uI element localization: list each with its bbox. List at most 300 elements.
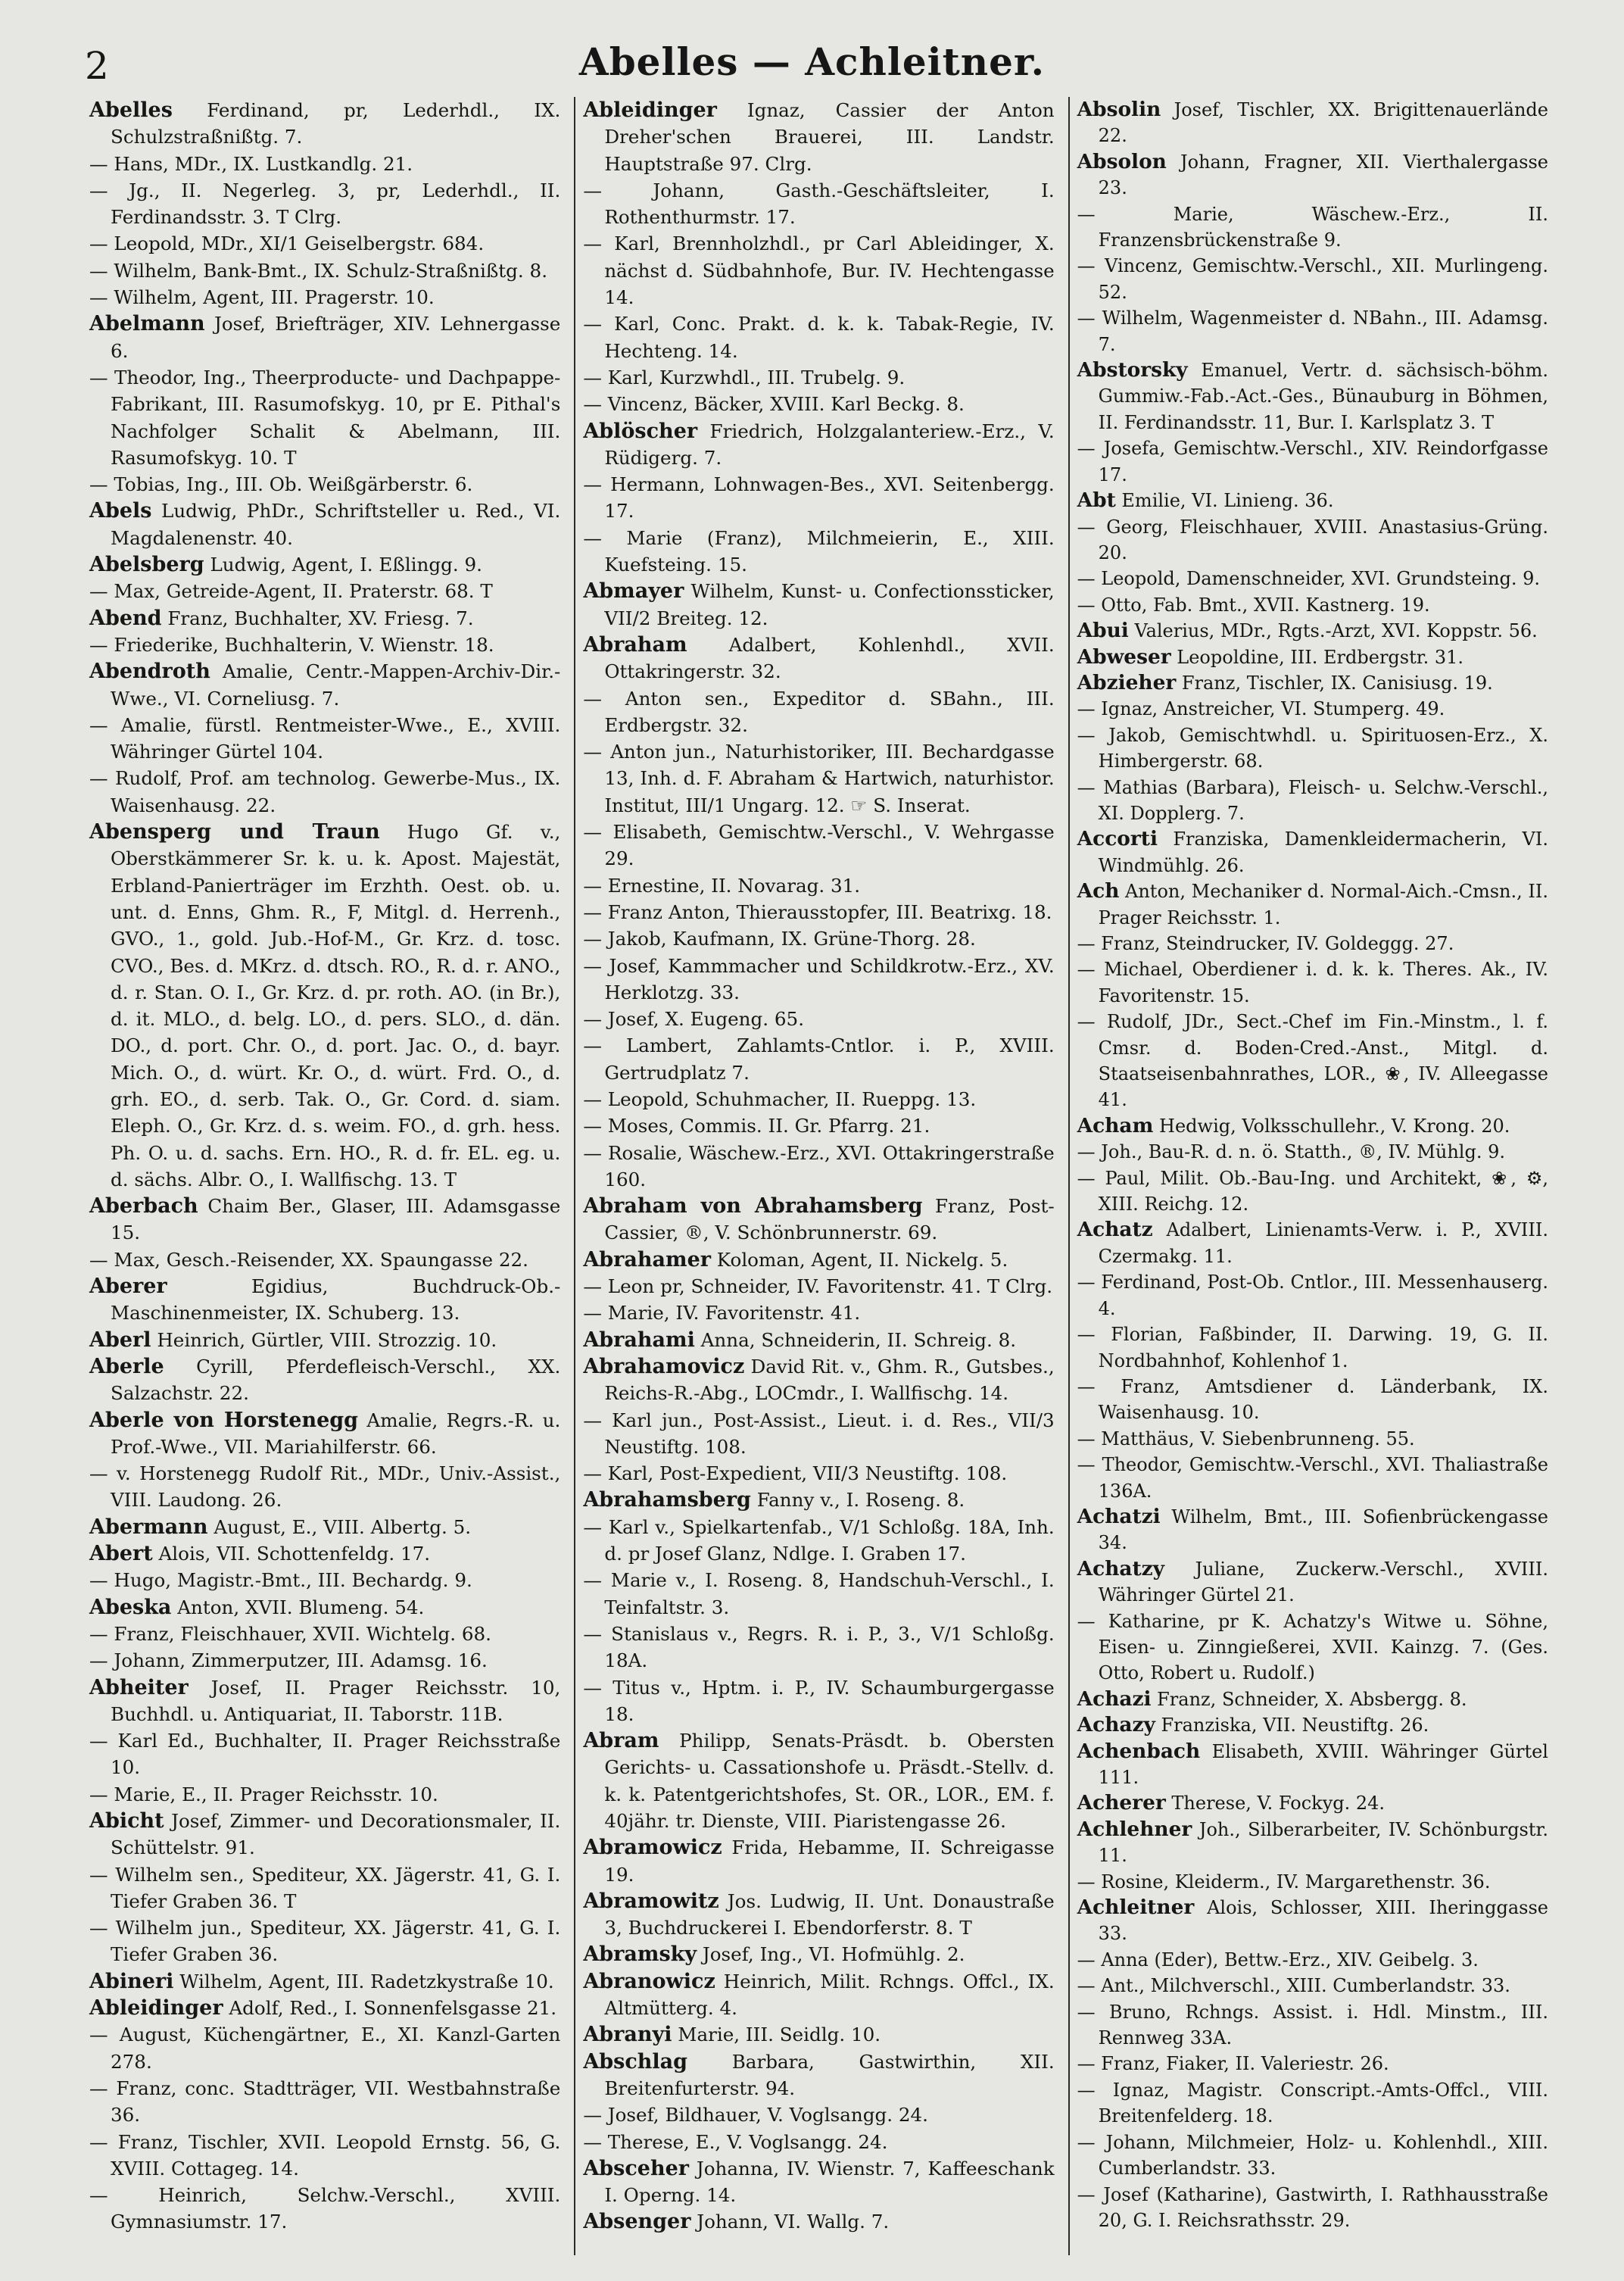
entry-details: — Josef (Katharine), Gastwirth, I. Rathhausstraße 20, G. I. Reichsrathsstr. 29. (1077, 2183, 1548, 2231)
directory-entry (583, 1727, 1054, 1834)
directory-entry (583, 1327, 1054, 1353)
directory-entry (89, 551, 560, 578)
directory-entry (1077, 1426, 1548, 1452)
directory-entry (89, 1781, 560, 1808)
directory-entry (1077, 488, 1548, 513)
entry-details: Hugo Gf. v., Oberstkämmerer Sr. k. u. k. Apost. Majestät, Erbland-Panierträger im Erzhth. Oest. ob. u. unt. d. Enns, Ghm. R., F, Mitgl. d. Herrenh., GVO., 1., gold. Jub.-Hof-M., Gr. Krz. d. tosc. CVO., Bes. d. MKrz. d. dtsch. RO., R. d. r. ANO., d. r. Stan. O. I., Gr. Krz. d. pr. roth. AO. (in Br.), d. it. MLO., d. belg. LO., d. pers. SLO., d. dän. DO., d. port. Chr. O., d. port. Jac. O., d. bayr. Mich. O., d. würt. Kr. O., d. würt. Frd. O., d. grh. EO., d. serb. Tak. O., Gr. Cord. d. siam. Eleph. O., Gr. Krz. d. s. weim. FO., d. grh. hess. Ph. O. u. d. sachs. Ern. HO., R. d. fr. EL. eg. u. d. sächs. Albr. O., I. Wallfischg. 13. T (111, 821, 561, 1190)
entry-details: Heinrich, Gürtler, VIII. Strozzig. 10. (151, 1328, 497, 1351)
directory-entry (1077, 1217, 1548, 1269)
entry-surname: Abram (583, 1729, 659, 1753)
column (575, 97, 1069, 2255)
entry-surname: Achazi (1077, 1687, 1152, 1711)
directory-entry (583, 525, 1054, 579)
entry-details: Barbara, Gastwirthin, XII. Breitenfurterstr. 94. (604, 2050, 1055, 2099)
entry-details: — Max, Getreide-Agent, II. Praterstr. 68. T (89, 580, 493, 603)
entry-details: Adalbert, Linienamts-Verw. i. P., XVIII. Czermakg. 11. (1098, 1219, 1548, 1267)
directory-entry (583, 1487, 1054, 1513)
directory-entry (1077, 1895, 1548, 1947)
directory-entry (583, 1300, 1054, 1326)
directory-entry (89, 230, 560, 257)
entry-details: — Heinrich, Selchw.-Verschl., XVIII. Gymnasiumstr. 17. (89, 2184, 561, 2233)
entry-details: — Georg, Fleischhauer, XVIII. Anastasius-Grüng. 20. (1077, 516, 1548, 563)
directory-entry (1077, 357, 1548, 435)
entry-surname: Acham (1077, 1113, 1154, 1137)
entry-surname: Accorti (1077, 827, 1158, 851)
entry-details: — Matthäus, V. Siebenbrunneng. 55. (1077, 1428, 1415, 1449)
entry-details: — Leopold, Damenschneider, XVI. Grundsteing. 9. (1077, 568, 1541, 590)
entry-details: — Leopold, MDr., XI/1 Geiselbergstr. 684. (89, 232, 485, 255)
entry-surname: Aberl (89, 1328, 151, 1352)
directory-entry (89, 284, 560, 310)
entry-details: — Wilhelm, Agent, III. Pragerstr. 10. (89, 286, 435, 309)
directory-columns (82, 97, 1562, 2255)
directory-entry (583, 1514, 1054, 1568)
entry-details: — Josefa, Gemischtw.-Verschl., XIV. Reindorfgasse 17. (1077, 438, 1548, 485)
entry-details: — Franz, Steindrucker, IV. Goldeggg. 27. (1077, 933, 1454, 954)
directory-entry (583, 418, 1054, 472)
directory-entry (583, 1006, 1054, 1032)
entry-details: — Anton jun., Naturhistoriker, III. Bechardgasse 13, Inh. d. F. Abraham & Hartwich, naturhistor. Institut, III/1 Ungarg. 12. ☞ S. Inserat. (583, 741, 1055, 816)
entry-details: — Otto, Fab. Bmt., XVII. Kastnerg. 19. (1077, 594, 1430, 616)
entry-details: — Josef, X. Eugeng. 65. (583, 1008, 805, 1031)
entry-details: — Marie, Wäschew.-Erz., II. Franzensbrückenstraße 9. (1077, 203, 1548, 251)
directory-entry (89, 471, 560, 498)
directory-entry (89, 1273, 560, 1327)
entry-details: Franz, Post-Cassier, ®, V. Schönbrunnerstr. 69. (604, 1195, 1055, 1244)
directory-entry (89, 1514, 560, 1540)
entry-surname: Achatz (1077, 1218, 1153, 1242)
entry-details: Amalie, Centr.-Mappen-Archiv-Dir.-Wwe., VI. Corneliusg. 7. (111, 660, 561, 710)
directory-entry (89, 1808, 560, 1861)
entry-details: Jos. Ludwig, II. Unt. Donaustraße 3, Buchdruckerei I. Ebendorferstr. 8. T (604, 1889, 1055, 1939)
entry-details: Anna, Schneiderin, II. Schreig. 8. (694, 1328, 1017, 1351)
entry-surname: Abschlag (583, 2049, 688, 2073)
entry-surname: Abt (1077, 488, 1116, 513)
entry-surname: Abelmann (89, 312, 205, 336)
directory-entry (583, 2102, 1054, 2128)
entry-surname: Abicht (89, 1809, 164, 1833)
entry-surname: Abrahamsberg (583, 1488, 751, 1512)
directory-entry (583, 1567, 1054, 1621)
entry-details: — Katharine, pr K. Achatzy's Witwe u. Söhne, Eisen- u. Zinngießerei, XVII. Kainzg. 7. (Ges. Otto, Robert u. Rudolf.) (1077, 1610, 1548, 1684)
entry-details: — August, Küchengärtner, E., XI. Kanzl-Garten 278. (89, 2024, 561, 2073)
entry-details: — Paul, Milit. Ob.-Bau-Ing. und Architekt, ❀, ⚙, XIII. Reichg. 12. (1077, 1167, 1548, 1215)
directory-entry (1077, 1452, 1548, 1504)
directory-entry (1077, 696, 1548, 722)
entry-details: — Franz Anton, Thierausstopfer, III. Beatrixg. 18. (583, 900, 1052, 923)
entry-details: — Wilhelm, Wagenmeister d. NBahn., III. Adamsg. 7. (1077, 307, 1548, 355)
entry-surname: Abrahamovicz (583, 1354, 745, 1378)
entry-details: — Rosine, Kleiderm., IV. Margarethenstr. 36. (1077, 1871, 1491, 1893)
entry-details: — Anton sen., Expeditor d. SBahn., III. Erdbergstr. 32. (583, 687, 1055, 736)
entry-details: Amalie, Regrs.-R. u. Prof.-Wwe., VII. Mariahilferstr. 66. (111, 1409, 561, 1458)
entry-details: Franziska, VII. Neustiftg. 26. (1155, 1715, 1429, 1736)
entry-surname: Aberle (89, 1354, 164, 1378)
directory-entry (583, 685, 1054, 739)
entry-surname: Absolon (1077, 149, 1167, 173)
directory-entry (1077, 1999, 1548, 2052)
entry-surname: Abrahami (583, 1328, 695, 1352)
directory-entry (1077, 956, 1548, 1009)
entry-details: — Jakob, Kaufmann, IX. Grüne-Thorg. 28. (583, 928, 976, 950)
entry-details: — Marie v., I. Roseng. 8, Handschuh-Verschl., I. Teinfaltstr. 3. (583, 1569, 1055, 1618)
entry-surname: Abels (89, 499, 152, 523)
directory-entry (583, 1032, 1054, 1086)
entry-surname: Abend (89, 606, 162, 630)
entry-details: — Ignaz, Magistr. Conscript.-Amts-Offcl., VIII. Breitenfelderg. 18. (1077, 2079, 1548, 2127)
directory-entry (1077, 2051, 1548, 2077)
directory-entry (583, 2155, 1054, 2209)
entry-details: — Tobias, Ing., III. Ob. Weißgärberstr. 6. (89, 473, 473, 496)
entry-details: — Vincenz, Bäcker, XVIII. Karl Beckg. 8. (583, 393, 965, 416)
entry-details: Josef, Tischler, XX. Brigittenauerlände 22. (1098, 99, 1548, 147)
directory-entry (583, 177, 1054, 231)
entry-details: Therese, V. Fockyg. 24. (1165, 1793, 1386, 1815)
entry-details: — v. Horstenegg Rudolf Rit., MDr., Univ.-Assist., VIII. Laudong. 26. (89, 1462, 561, 1512)
entry-details: Johann, VI. Wallg. 7. (690, 2211, 890, 2233)
entry-details: — Mathias (Barbara), Fleisch- u. Selchw.-Verschl., XI. Dopplerg. 7. (1077, 776, 1548, 824)
entry-details: — Franz, Tischler, XVII. Leopold Ernstg. 56, G. XVIII. Cottageg. 14. (89, 2130, 561, 2180)
directory-entry (583, 310, 1054, 364)
entry-details: Chaim Ber., Glaser, III. Adamsgasse 15. (111, 1195, 561, 1244)
entry-details: Emilie, VI. Linieng. 36. (1115, 490, 1334, 512)
entry-surname: Aberbach (89, 1194, 198, 1219)
directory-entry (1077, 149, 1548, 201)
entry-surname: Ablöscher (583, 419, 698, 443)
entry-surname: Abweser (1077, 644, 1171, 669)
directory-entry (89, 1567, 560, 1593)
directory-entry (583, 2208, 1054, 2235)
directory-entry (583, 230, 1054, 310)
entry-details: Joh., Silberarbeiter, IV. Schönburgstr. 11. (1098, 1818, 1548, 1867)
directory-entry (1077, 1687, 1548, 1712)
entry-surname: Acherer (1077, 1791, 1166, 1815)
entry-details: David Rit. v., Ghm. R., Gutsbes., Reichs-R.-Abg., LOCmdr., I. Wallfischg. 14. (604, 1355, 1055, 1405)
directory-entry (583, 1086, 1054, 1112)
entry-details: — Michael, Oberdiener i. d. k. k. Theres. Ak., IV. Favoritenstr. 15. (1077, 959, 1548, 1006)
directory-entry (583, 1407, 1054, 1461)
directory-entry (89, 819, 560, 1193)
directory-entry (583, 1247, 1054, 1273)
entry-details: — Marie (Franz), Milchmeierin, E., XIII. Kuefsteing. 15. (583, 526, 1055, 576)
entry-details: — Leon pr, Schneider, IV. Favoritenstr. 41. T Clrg. (583, 1275, 1053, 1298)
directory-entry (1077, 1139, 1548, 1165)
entry-details: — Bruno, Rchngs. Assist. i. Hdl. Minstm., III. Rennweg 33A. (1077, 2001, 1548, 2049)
directory-entry (1077, 1973, 1548, 1999)
directory-entry (583, 1888, 1054, 1942)
entry-surname: Abeska (89, 1595, 172, 1619)
entry-surname: Abrahamer (583, 1247, 711, 1272)
entry-details: — Josef, Bildhauer, V. Voglsangg. 24. (583, 2104, 928, 2127)
column (82, 97, 575, 2255)
entry-details: — Jakob, Gemischtwhdl. u. Spirituosen-Erz., X. Himbergerstr. 68. (1077, 724, 1548, 772)
directory-entry (583, 953, 1054, 1006)
directory-entry (583, 1193, 1054, 1247)
entry-surname: Abstorsky (1077, 358, 1188, 382)
entry-surname: Abelles (89, 98, 173, 122)
entry-details: Wilhelm, Kunst- u. Confectionssticker, VII/2 Breiteg. 12. (604, 580, 1055, 629)
directory-entry (1077, 253, 1548, 305)
directory-entry (1077, 670, 1548, 696)
entry-details: Ignaz, Cassier der Anton Dreher'schen Brauerei, III. Landstr. Hauptstraße 97. Clrg. (604, 99, 1055, 175)
directory-entry (1077, 1269, 1548, 1321)
directory-entry (583, 2049, 1054, 2102)
directory-entry (1077, 305, 1548, 357)
directory-entry (1077, 1712, 1548, 1738)
entry-details: — Theodor, Ing., Theerproducte- und Dachpappe-Fabrikant, III. Rasumofskyg. 10, pr E. Pithal's Nachfolger Schalit & Abelmann, III. Rasumofskyg. 10. T (89, 366, 561, 469)
entry-details: Franz, Buchhalter, XV. Friesg. 7. (161, 607, 474, 629)
entry-surname: Abui (1077, 619, 1129, 643)
directory-entry (583, 578, 1054, 632)
entry-details: — Florian, Faßbinder, II. Darwing. 19, G. II. Nordbahnhof, Kohlenhof 1. (1077, 1324, 1548, 1371)
entry-details: — Lambert, Zahlamts-Cntlor. i. P., XVIII. Gertrudplatz 7. (583, 1034, 1055, 1084)
entry-surname: Achatzy (1077, 1556, 1164, 1580)
entry-surname: Abendroth (89, 660, 210, 684)
entry-details: — Franz, conc. Stadtträger, VII. Westbahnstraße 36. (89, 2077, 561, 2127)
entry-details: — Therese, E., V. Voglsangg. 24. (583, 2130, 888, 2153)
entry-details: — Rudolf, JDr., Sect.-Chef im Fin.-Minstm., l. f. Cmsr. d. Boden-Cred.-Anst., Mitgl. d. Staatseisenbahnrathes, LOR., ❀, IV. Alleegasse 41. (1077, 1011, 1548, 1111)
directory-entry (89, 1914, 560, 1968)
entry-details: Hedwig, Volksschullehr., V. Krong. 20. (1153, 1115, 1510, 1137)
entry-details: — Hermann, Lohnwagen-Bes., XVI. Seitenbergg. 17. (583, 473, 1055, 523)
entry-details: Franz, Tischler, IX. Canisiusg. 19. (1176, 672, 1493, 694)
directory-entry (1077, 644, 1548, 670)
entry-details: — Rudolf, Prof. am technolog. Gewerbe-Mus., IX. Waisenhausg. 22. (89, 767, 561, 816)
entry-details: — Karl, Post-Expedient, VII/3 Neustiftg. 108. (583, 1462, 1008, 1485)
directory-entry (1077, 97, 1548, 149)
entry-surname: Absolin (1077, 98, 1161, 121)
entry-details: — Johann, Milchmeier, Holz- u. Kohlenhdl., XIII. Cumberlandstr. 33. (1077, 2131, 1548, 2180)
directory-entry (89, 97, 560, 151)
directory-entry (89, 632, 560, 658)
entry-details: — Hans, MDr., IX. Lustkandlg. 21. (89, 152, 413, 175)
directory-entry (89, 1327, 560, 1353)
directory-entry (1077, 1609, 1548, 1687)
entry-details: — Karl Ed., Buchhalter, II. Prager Reichsstraße 10. (89, 1730, 561, 1779)
directory-entry (1077, 1869, 1548, 1895)
directory-entry (583, 1621, 1054, 1674)
entry-details: — Hugo, Magistr.-Bmt., III. Bechardg. 9. (89, 1569, 472, 1592)
entry-details: — Karl, Kurzwhdl., III. Trubelg. 9. (583, 366, 906, 388)
directory-entry (1077, 931, 1548, 956)
entry-details: — Karl jun., Post-Assist., Lieut. i. d. Res., VII/3 Neustiftg. 108. (583, 1409, 1055, 1458)
directory-entry (89, 1594, 560, 1621)
entry-details: Emanuel, Vertr. d. sächsisch-böhm. Gummiw.-Fab.-Act.-Ges., Bünauburg in Böhmen, II. Ferdinandsstr. 11, Bur. I. Karlsplatz 3. T (1098, 360, 1548, 433)
column (1070, 97, 1562, 2255)
entry-surname: Abranyi (583, 2023, 672, 2047)
directory-entry (583, 872, 1054, 899)
directory-entry (1077, 826, 1548, 878)
entry-details: Alois, Schlosser, XIII. Iheringgasse 33. (1098, 1897, 1548, 1945)
directory-entry (89, 1353, 560, 1407)
directory-entry (583, 1834, 1054, 1888)
directory-entry (583, 1968, 1054, 2022)
directory-entry (89, 1861, 560, 1915)
directory-entry (89, 364, 560, 471)
entry-details: — Karl, Brennholzhdl., pr Carl Ableidinger, X. nächst d. Südbahnhofe, Bur. IV. Hechtengasse 14. (583, 232, 1055, 309)
entry-details: Ludwig, PhDr., Schriftsteller u. Red., VI. Magdalenenstr. 40. (111, 500, 561, 549)
entry-details: — Marie, E., II. Prager Reichsstr. 10. (89, 1783, 438, 1805)
entry-surname: Abraham von Abrahamsberg (583, 1194, 923, 1219)
entry-details: — Moses, Commis. II. Gr. Pfarrg. 21. (583, 1115, 930, 1137)
entry-details: — Marie, IV. Favoritenstr. 41. (583, 1302, 861, 1325)
directory-entry (583, 1273, 1054, 1300)
entry-details: Egidius, Buchdruck-Ob.-Maschinenmeister, IX. Schuberg. 13. (111, 1275, 561, 1325)
entry-surname: Abelsberg (89, 553, 204, 577)
directory-entry (583, 1674, 1054, 1728)
directory-entry (89, 2129, 560, 2183)
directory-entry (1077, 1321, 1548, 1374)
entry-surname: Abramsky (583, 1942, 697, 1967)
directory-entry (1077, 566, 1548, 591)
entry-details: — Stanislaus v., Regrs. R. i. P., 3., V/1 Schloßg. 18A. (583, 1622, 1055, 1672)
directory-entry (583, 2129, 1054, 2155)
entry-details: — Ferdinand, Post-Ob. Cntlor., III. Messenhauserg. 4. (1077, 1272, 1548, 1319)
directory-entry (89, 1460, 560, 1514)
entry-details: — Wilhelm, Bank-Bmt., IX. Schulz-Straßnißtg. 8. (89, 259, 548, 282)
directory-entry (583, 97, 1054, 177)
directory-entry (1077, 1374, 1548, 1426)
directory-entry (1077, 618, 1548, 644)
entry-details: — Joh., Bau-R. d. n. ö. Statth., ®, IV. Mühlg. 9. (1077, 1141, 1506, 1163)
entry-details: Heinrich, Milit. Rchngs. Offcl., IX. Altmütterg. 4. (604, 1970, 1055, 2020)
directory-entry (583, 1112, 1054, 1139)
directory-entry (89, 765, 560, 819)
entry-details: — Franz, Amtsdiener d. Länderbank, IX. Waisenhausg. 10. (1077, 1375, 1548, 1424)
directory-entry (89, 1995, 560, 2021)
entry-surname: Ach (1077, 879, 1120, 903)
directory-entry (89, 257, 560, 284)
entry-details: — Karl v., Spielkartenfab., V/1 Schloßg. 18A, Inh. d. pr Josef Glanz, Ndlge. I. Graben 17. (583, 1515, 1055, 1565)
entry-details: Josef, Briefträger, XIV. Lehnergasse 6. (111, 313, 561, 362)
running-head: Abelles — Achleitner. (578, 39, 1046, 84)
entry-details: — Titus v., Hptm. i. P., IV. Schaumburgergasse 18. (583, 1676, 1055, 1725)
directory-entry (89, 578, 560, 604)
directory-entry (583, 471, 1054, 525)
entry-surname: Abmayer (583, 579, 684, 604)
entry-surname: Abheiter (89, 1675, 189, 1699)
entry-details: Franziska, Damenkleidermacherin, VI. Windmühlg. 26. (1098, 828, 1548, 876)
directory-entry (89, 1968, 560, 1995)
directory-entry (89, 151, 560, 177)
entry-details: Adolf, Red., I. Sonnenfelsgasse 21. (223, 1997, 557, 2020)
entry-details: — Franz, Fleischhauer, XVII. Wichtelg. 68. (89, 1622, 491, 1645)
entry-details: August, E., VIII. Albertg. 5. (207, 1515, 472, 1538)
directory-entry (1077, 201, 1548, 254)
entry-details: — Wilhelm sen., Spediteur, XX. Jägerstr. 41, G. I. Tiefer Graben 36. T (89, 1863, 561, 1912)
entry-details: — Johann, Zimmerputzer, III. Adamsg. 16. (89, 1649, 488, 1672)
directory-entry (1077, 775, 1548, 827)
directory-entry (1077, 592, 1548, 618)
directory-entry (89, 2021, 560, 2075)
entry-surname: Abranowicz (583, 1969, 715, 1993)
directory-entry (1077, 1165, 1548, 1218)
entry-details: Juliane, Zuckerw.-Verschl., XVIII. Währinger Gürtel 21. (1098, 1558, 1548, 1606)
entry-surname: Ableidinger (89, 1996, 223, 2020)
entry-surname: Absceher (583, 2156, 690, 2180)
entry-details: — Wilhelm jun., Spediteur, XX. Jägerstr. 41, G. I. Tiefer Graben 36. (89, 1917, 561, 1966)
entry-surname: Abineri (89, 1969, 174, 1993)
directory-entry (89, 2075, 560, 2129)
entry-details: Koloman, Agent, II. Nickelg. 5. (710, 1248, 1008, 1271)
directory-entry (1077, 1947, 1548, 1973)
entry-details: Alois, VII. Schottenfeldg. 17. (152, 1543, 431, 1565)
entry-surname: Absenger (583, 2210, 691, 2234)
directory-entry (1077, 1739, 1548, 1791)
directory-entry (89, 1727, 560, 1781)
entry-surname: Achleitner (1077, 1896, 1195, 1920)
entry-details: Anton, Mechaniker d. Normal-Aich.-Cmsn., II. Prager Reichsstr. 1. (1098, 881, 1548, 928)
directory-entry (583, 738, 1054, 819)
entry-details: Leopoldine, III. Erdbergstr. 31. (1170, 646, 1463, 668)
entry-details: — Rosalie, Wäschew.-Erz., XVI. Ottakringerstraße 160. (583, 1141, 1055, 1190)
directory-entry (89, 2182, 560, 2236)
directory-entry (1077, 878, 1548, 931)
directory-entry (1077, 1504, 1548, 1556)
entry-details: — Anna (Eder), Bettw.-Erz., XIV. Geibelg. 3. (1077, 1949, 1479, 1971)
directory-entry (583, 1353, 1054, 1407)
entry-details: — Amalie, fürstl. Rentmeister-Wwe., E., XVIII. Währinger Gürtel 104. (89, 713, 561, 763)
directory-entry (89, 1674, 560, 1728)
directory-entry (583, 899, 1054, 925)
entry-details: — Karl, Conc. Prakt. d. k. k. Tabak-Regie, IV. Hechteng. 14. (583, 313, 1055, 362)
entry-details: Adalbert, Kohlenhdl., XVII. Ottakringerstr. 32. (604, 633, 1055, 683)
directory-entry (1077, 1113, 1548, 1139)
entry-details: Josef, II. Prager Reichsstr. 10, Buchhdl. u. Antiquariat, II. Taborstr. 11B. (111, 1676, 561, 1725)
entry-details: — Theodor, Gemischtw.-Verschl., XVI. Thaliastraße 136A. (1077, 1454, 1548, 1502)
entry-surname: Abraham (583, 632, 687, 657)
directory-entry (89, 1647, 560, 1674)
entry-details: Cyrill, Pferdefleisch-Verschl., XX. Salzachstr. 22. (111, 1355, 561, 1405)
entry-details: Elisabeth, XVIII. Währinger Gürtel 111. (1098, 1740, 1548, 1788)
entry-details: — Max, Gesch.-Reisender, XX. Spaungasse 22. (89, 1248, 528, 1271)
entry-surname: Abermann (89, 1515, 208, 1539)
entry-details: Philipp, Senats-Präsdt. b. Obersten Gerichts- u. Cassationshofe u. Präsdt.-Stellv. d. k. k. Patentgerichtshofes, St. OR., LOR., EM. f. 40jähr. tr. Dienste, VIII. Piaristengasse 26. (604, 1730, 1055, 1832)
directory-entry (1077, 2077, 1548, 2130)
entry-surname: Abzieher (1077, 670, 1177, 694)
directory-entry (1077, 435, 1548, 488)
entry-details: Josef, Ing., VI. Hofmühlg. 2. (697, 1943, 965, 1966)
directory-entry (1077, 514, 1548, 566)
directory-entry (89, 1193, 560, 1247)
entry-details: Anton, XVII. Blumeng. 54. (171, 1596, 425, 1618)
directory-entry (89, 1247, 560, 1273)
directory-entry (583, 2021, 1054, 2048)
directory-entry (89, 1540, 560, 1567)
entry-details: — Friederike, Buchhalterin, V. Wienstr. 18. (89, 633, 494, 656)
entry-details: Valerius, MDr., Rgts.-Arzt, XVI. Koppstr. 56. (1128, 620, 1538, 642)
entry-details: — Jg., II. Negerleg. 3, pr, Lederhdl., II. Ferdinandsstr. 3. T Clrg. (89, 179, 561, 229)
entry-surname: Abramowitz (583, 1889, 719, 1913)
directory-entry (1077, 722, 1548, 775)
directory-entry (89, 605, 560, 632)
directory-entry (1077, 2130, 1548, 2182)
entry-surname: Achazy (1077, 1713, 1155, 1737)
entry-details: Wilhelm, Bmt., III. Sofienbrückengasse 34. (1098, 1506, 1548, 1554)
entry-surname: Abert (89, 1542, 153, 1566)
entry-details: Fanny v., I. Roseng. 8. (750, 1489, 965, 1512)
entry-details: — Elisabeth, Gemischtw.-Verschl., V. Wehrgasse 29. (583, 821, 1055, 870)
directory-entry (583, 632, 1054, 685)
entry-surname: Abramowicz (583, 1836, 722, 1860)
directory-entry (583, 1460, 1054, 1487)
entry-details: Johanna, IV. Wienstr. 7, Kaffeeschank I. Operng. 14. (604, 2157, 1055, 2207)
directory-entry (583, 925, 1054, 952)
directory-entry (1077, 2182, 1548, 2234)
directory-entry (89, 658, 560, 712)
entry-details: — Leopold, Schuhmacher, II. Rueppg. 13. (583, 1087, 977, 1110)
entry-surname: Aberer (89, 1275, 167, 1299)
